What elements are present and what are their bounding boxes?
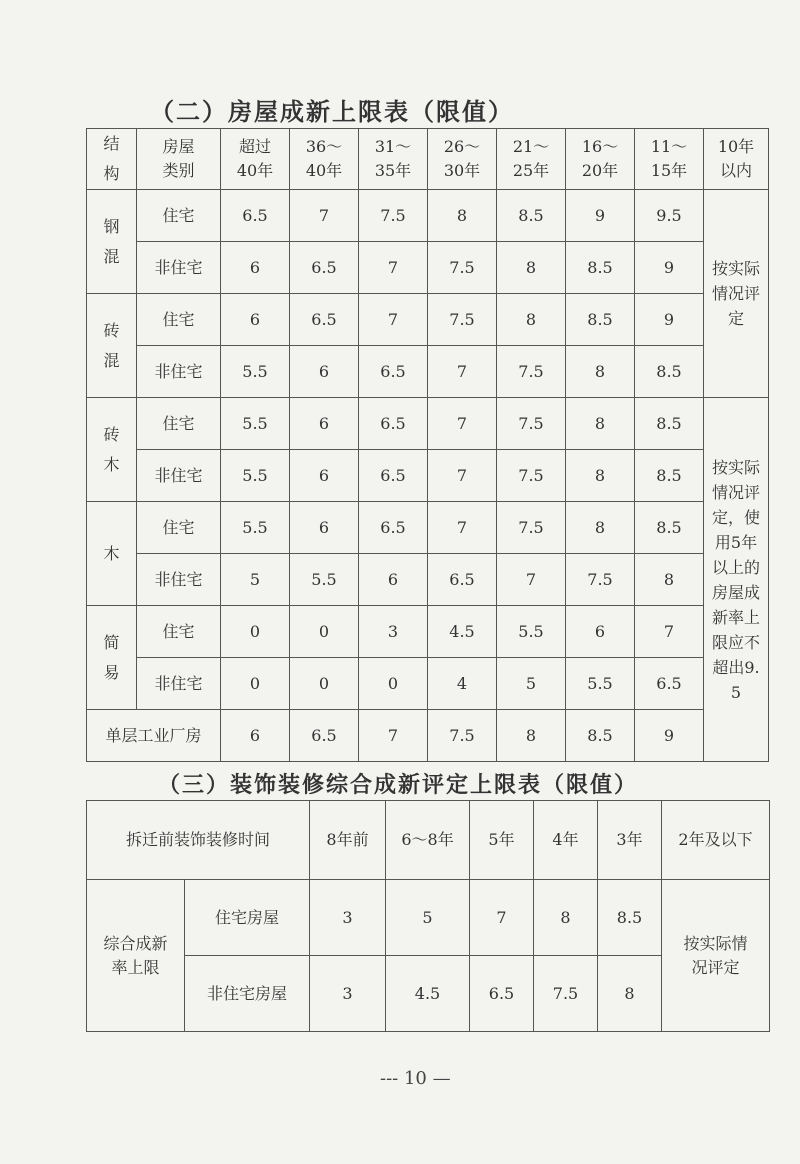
value-cell: 5.5 [221,346,290,398]
value-cell: 7.5 [428,710,497,762]
table-row [87,658,769,710]
value-cell: 3 [310,956,386,1032]
value-cell: 9 [635,242,704,294]
value-cell: 6 [359,554,428,606]
table-row [87,880,770,956]
value-cell: 5.5 [221,398,290,450]
header-cell: 房屋类别 [137,129,221,190]
value-cell: 7 [359,294,428,346]
note-cell: 按实际情况评定，使用5年以上的房屋成新率上限应不超出9.5 [704,398,769,762]
table-row [87,606,769,658]
value-cell: 7 [635,606,704,658]
value-cell: 3 [310,880,386,956]
value-cell: 5 [497,658,566,710]
value-cell: 7.5 [497,502,566,554]
structure-cell: 木 [87,502,137,606]
value-cell: 6 [290,502,359,554]
table2-title: （三）装饰装修综合成新评定上限表（限值） [158,773,639,798]
value-cell: 8.5 [635,502,704,554]
value-cell: 5.5 [221,502,290,554]
category-cell: 住宅 [137,294,221,346]
value-cell: 9.5 [635,190,704,242]
value-cell: 5.5 [221,450,290,502]
value-cell: 6 [566,606,635,658]
category-cell: 住宅房屋 [185,880,310,956]
category-cell: 住宅 [137,606,221,658]
table-row [87,554,769,606]
category-cell: 住宅 [137,190,221,242]
value-cell: 8 [566,398,635,450]
value-cell: 0 [359,658,428,710]
category-cell: 非住宅 [137,242,221,294]
value-cell: 7 [359,242,428,294]
value-cell: 7.5 [428,294,497,346]
header-cell: 10年以内 [704,129,769,190]
value-cell: 7.5 [497,398,566,450]
value-cell: 8 [534,880,598,956]
value-cell: 0 [221,606,290,658]
value-cell: 8 [497,710,566,762]
value-cell: 4.5 [428,606,497,658]
structure-cell: 砖木 [87,398,137,502]
value-cell: 8 [428,190,497,242]
value-cell: 8 [497,294,566,346]
value-cell: 0 [290,658,359,710]
value-cell: 6.5 [359,502,428,554]
value-cell: 6 [290,398,359,450]
table-row [87,398,769,450]
value-cell: 8.5 [566,242,635,294]
value-cell: 6.5 [221,190,290,242]
header-cell: 8年前 [310,801,386,880]
structure-cell: 砖混 [87,294,137,398]
value-cell: 0 [290,606,359,658]
decoration-condition-table [86,800,770,1032]
value-cell: 8 [566,450,635,502]
table1-title: （二）房屋成新上限表（限值） [150,98,514,126]
value-cell: 8 [566,502,635,554]
note-cell: 按实际情况评定 [662,880,770,1032]
value-cell: 5 [386,880,470,956]
header-cell: 超过40年 [221,129,290,190]
value-cell: 6 [221,242,290,294]
value-cell: 5.5 [290,554,359,606]
value-cell: 7 [428,502,497,554]
header-cell: 16～20年 [566,129,635,190]
table-row [87,190,769,242]
value-cell: 8.5 [635,398,704,450]
value-cell: 5.5 [566,658,635,710]
table-row [87,710,769,762]
value-cell: 7.5 [534,956,598,1032]
table-header-row [87,129,769,190]
value-cell: 7 [428,450,497,502]
value-cell: 6.5 [635,658,704,710]
value-cell: 9 [635,294,704,346]
value-cell: 8.5 [566,710,635,762]
value-cell: 6.5 [359,450,428,502]
value-cell: 0 [221,658,290,710]
value-cell: 6.5 [290,710,359,762]
row-label-cell: 综合成新率上限 [87,880,185,1032]
header-cell: 21～25年 [497,129,566,190]
value-cell: 8 [635,554,704,606]
value-cell: 7.5 [497,450,566,502]
category-cell: 非住宅房屋 [185,956,310,1032]
table-row [87,502,769,554]
value-cell: 4.5 [386,956,470,1032]
value-cell: 8 [497,242,566,294]
value-cell: 7.5 [566,554,635,606]
table-row [87,346,769,398]
house-condition-table [86,128,769,762]
value-cell: 9 [566,190,635,242]
value-cell: 7 [290,190,359,242]
value-cell: 6 [290,346,359,398]
value-cell: 6 [221,294,290,346]
structure-cell: 简易 [87,606,137,710]
value-cell: 8.5 [635,346,704,398]
table-row [87,242,769,294]
header-cell: 31～35年 [359,129,428,190]
header-cell: 4年 [534,801,598,880]
value-cell: 7.5 [359,190,428,242]
header-cell: 5年 [470,801,534,880]
value-cell: 7 [359,710,428,762]
category-cell: 住宅 [137,398,221,450]
value-cell: 6.5 [428,554,497,606]
single-storey-factory-cell: 单层工业厂房 [87,710,221,762]
category-cell: 非住宅 [137,554,221,606]
header-cell: 2年及以下 [662,801,770,880]
value-cell: 7 [497,554,566,606]
table-row [87,450,769,502]
value-cell: 7 [428,398,497,450]
value-cell: 6.5 [290,242,359,294]
value-cell: 8 [566,346,635,398]
value-cell: 5.5 [497,606,566,658]
category-cell: 非住宅 [137,346,221,398]
header-cell: 36～40年 [290,129,359,190]
value-cell: 6.5 [470,956,534,1032]
value-cell: 3 [359,606,428,658]
header-cell: 26～30年 [428,129,497,190]
value-cell: 7 [470,880,534,956]
value-cell: 8.5 [635,450,704,502]
value-cell: 7.5 [428,242,497,294]
value-cell: 9 [635,710,704,762]
value-cell: 6 [221,710,290,762]
value-cell: 8.5 [497,190,566,242]
value-cell: 7.5 [497,346,566,398]
value-cell: 6.5 [359,398,428,450]
header-cell: 11～15年 [635,129,704,190]
table-header-row [87,801,770,880]
category-cell: 住宅 [137,502,221,554]
category-cell: 非住宅 [137,450,221,502]
structure-cell: 钢混 [87,190,137,294]
value-cell: 6.5 [290,294,359,346]
table-row [87,294,769,346]
value-cell: 8.5 [566,294,635,346]
value-cell: 8 [598,956,662,1032]
note-cell: 按实际情况评定 [704,190,769,398]
value-cell: 8.5 [598,880,662,956]
value-cell: 5 [221,554,290,606]
category-cell: 非住宅 [137,658,221,710]
header-cell: 拆迁前装饰装修时间 [87,801,310,880]
value-cell: 7 [428,346,497,398]
value-cell: 6 [290,450,359,502]
value-cell: 6.5 [359,346,428,398]
value-cell: 4 [428,658,497,710]
header-cell: 3年 [598,801,662,880]
page-number: --- 10 — [380,1068,451,1089]
header-cell: 结构 [87,129,137,190]
header-cell: 6～8年 [386,801,470,880]
